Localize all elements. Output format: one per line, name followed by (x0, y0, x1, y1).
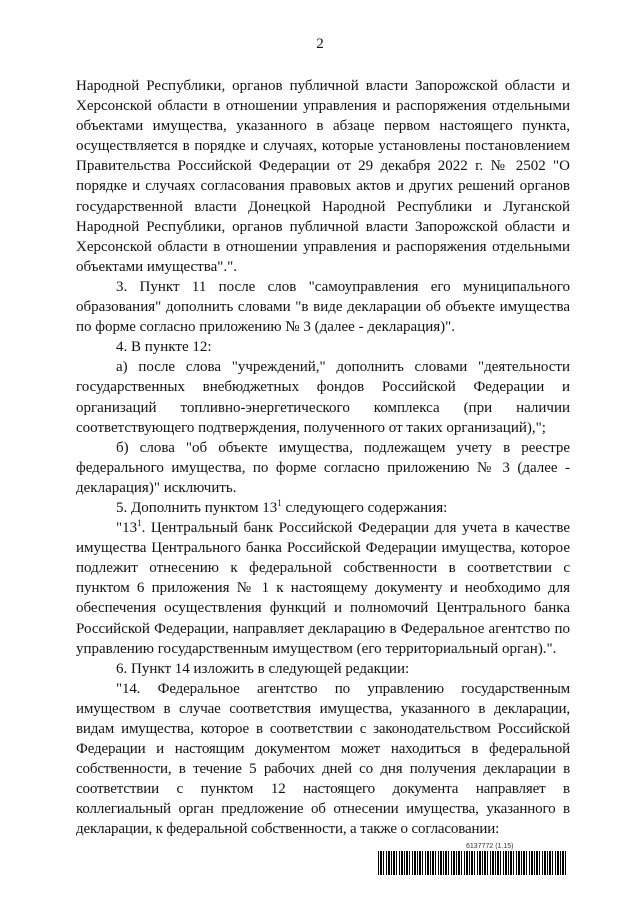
document-body (76, 76, 570, 840)
paragraph-item-5-text: 5. Дополнить пунктом 13 (116, 499, 278, 516)
paragraph-item-5-text-end: следующего содержания: (281, 499, 448, 516)
paragraph-item-13-1-start: "13 (116, 520, 138, 537)
paragraph-continuation: Народной Республики, органов публичной власти Запорожской области и Херсонской области в отношении управления и распоряжения отдельными объектами имущества, указанного в абзаце первом настоящего пункта, осуществляется в порядке и случаях, которые установлены постановлением Правительства Российской Федерации от 29 декабря 2022 г. № 2502 "О порядке и случаях согласования правовых актов и других решений органов государственной власти Донецкой Народной Республики и Луганской Народной Республики, органов публичной власти Запорожской области и Херсонской области в отношении управления и распоряжения отдельными объектами имущества".". (76, 78, 570, 275)
paragraph-item-14: "14. Федеральное агентство по управлению государственным имуществом в случае соответствия имущества, указанного в декларации, видам имущества, которое в соответствии с законодательством Российской Федерации и настоящим документом может находиться в федеральной собственности, в течение 5 рабочих дней со дня получения декларации в соответствии с пунктом 12 настоящего документа направляет в коллегиальный орган предложение об отнесении имущества, указанного в декларации, к федеральной собственности, а также о согласовании: (76, 680, 570, 838)
barcode-icon (378, 851, 568, 875)
superscript: 1 (277, 497, 282, 508)
paragraph-item-13-1 (76, 518, 570, 659)
paragraph-item-4a: а) после слова "учреждений," дополнить словами "деятельности государственных внебюджетных фондов Российской Федерации и организаций топливно-энергетического комплекса (при наличии соответствующего подтверждения, полученного от таких организаций),"; (76, 359, 570, 436)
page-number: 2 (316, 36, 324, 52)
paragraph-item-5 (76, 498, 570, 518)
paragraph-item-3: 3. Пункт 11 после слов "самоуправления его муниципального образования" дополнить словами "в виде декларации об объекте имущества по форме согласно приложению № 3 (далее - декларация)". (76, 278, 570, 336)
paragraph-item-13-1-text: . Центральный банк Российской Федерации для учета в качестве имущества Центрального банка Российской Федерации имущества, которое подлежит отнесению к федеральной собственности в соответствии с пунктом 6 приложения № 1 к настоящему документу и необходимо для обеспечения осуществления функций и полномочий Центрального банка Российской Федерации, направляет декларацию в Федеральное агентство по управлению государственным имуществом (его территориальный орган).". (76, 520, 570, 657)
paragraph-item-4b: б) слова "об объекте имущества, подлежащем учету в реестре федерального имущества, по форме согласно приложению № 3 (далее - декларация)" исключить. (76, 439, 570, 496)
paragraph-item-4: 4. В пункте 12: (116, 339, 212, 356)
superscript: 1 (137, 518, 142, 529)
paragraph-item-6: 6. Пункт 14 изложить в следующей редакции: (116, 660, 410, 677)
barcode-label: 6137772 (1.15) (466, 843, 514, 850)
